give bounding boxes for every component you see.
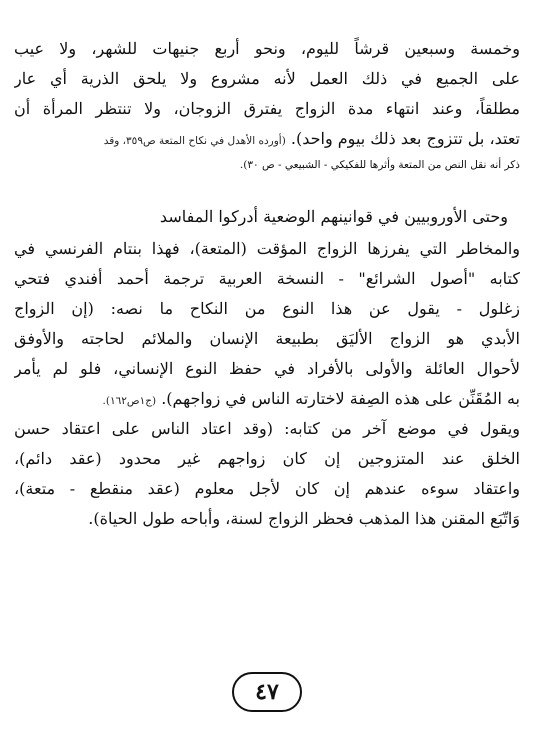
text-line: وَاتّبَع المقنن هذا المذهب فحظر الزواج لسنة، وأباحه طول الحياة).	[88, 509, 520, 528]
text-line: وخمسة وسبعين قرشاً لليوم، ونحو أربع جنيهات للشهر، ولا عيب	[14, 39, 520, 58]
text-line-with-note	[14, 126, 520, 154]
reference-note: (أورده الأهدل في نكاح المتعة ص٣٥٩، وقد	[103, 135, 286, 147]
text-line-with-note	[14, 386, 520, 414]
text-line: كتابه "أصول الشرائع" - النسخة العربية ترجمة أحمد أفندي فتحي	[14, 269, 520, 288]
text-line: الأبدي هو الزواج الأليَق بطبيعة الإنسان والملائم لحاجته والأوفق	[14, 329, 520, 348]
text-fragment: به المُقَنِّن على هذه الصِفة لاختارته الناس في زواجهم).	[161, 389, 520, 408]
text-line: والمخاطر التي يفرزها الزواج المؤقت (المتعة)، فهذا بنتام الفرنسي في	[14, 239, 520, 258]
reference-note: (ج١ص١٦٢).	[102, 395, 157, 407]
text-line: زغلول - يقول عن هذا النوع من النكاح ما نصه: (إن الزواج	[14, 299, 520, 318]
text-line: واعتقاد سوءه عندهم إن كان لأجل معلوم (عقد منقطع - متعة)،	[14, 479, 520, 498]
text-line: لأحوال العائلة والأولى بالأفراد في حفظ النوع الإنساني، فلو لم يأمر	[14, 359, 520, 378]
document-page	[14, 0, 520, 734]
text-line: وحتى الأوروبيين في قوانينهم الوضعية أدركوا المفاسد	[159, 207, 508, 226]
text-line: مطلقاً، وعند انتهاء مدة الزواج يفترق الزوجان، ولا تنتظر المرأة أن	[14, 99, 520, 118]
text-fragment: تعتد، بل تتزوج بعد ذلك بيوم واحد).	[290, 129, 520, 148]
page-number: ٤٧	[232, 672, 302, 712]
text-line: الخلق عند المتزوجين إن كان زواجهم غير محدود (عقد دائم)،	[14, 449, 520, 468]
text-line: ويقول في موضع آخر من كتابه: (وقد اعتاد الناس على اعتقاد حسن	[14, 419, 520, 438]
reference-note-line: ذكر أنه نقل النص من المتعة وأثرها للفكيكي - الشبيعي - ص ٣٠).	[239, 159, 520, 171]
text-line: على الجميع في ذلك العمل لأنه مشروع ولا يلحق الذرية أي عار	[14, 69, 520, 88]
